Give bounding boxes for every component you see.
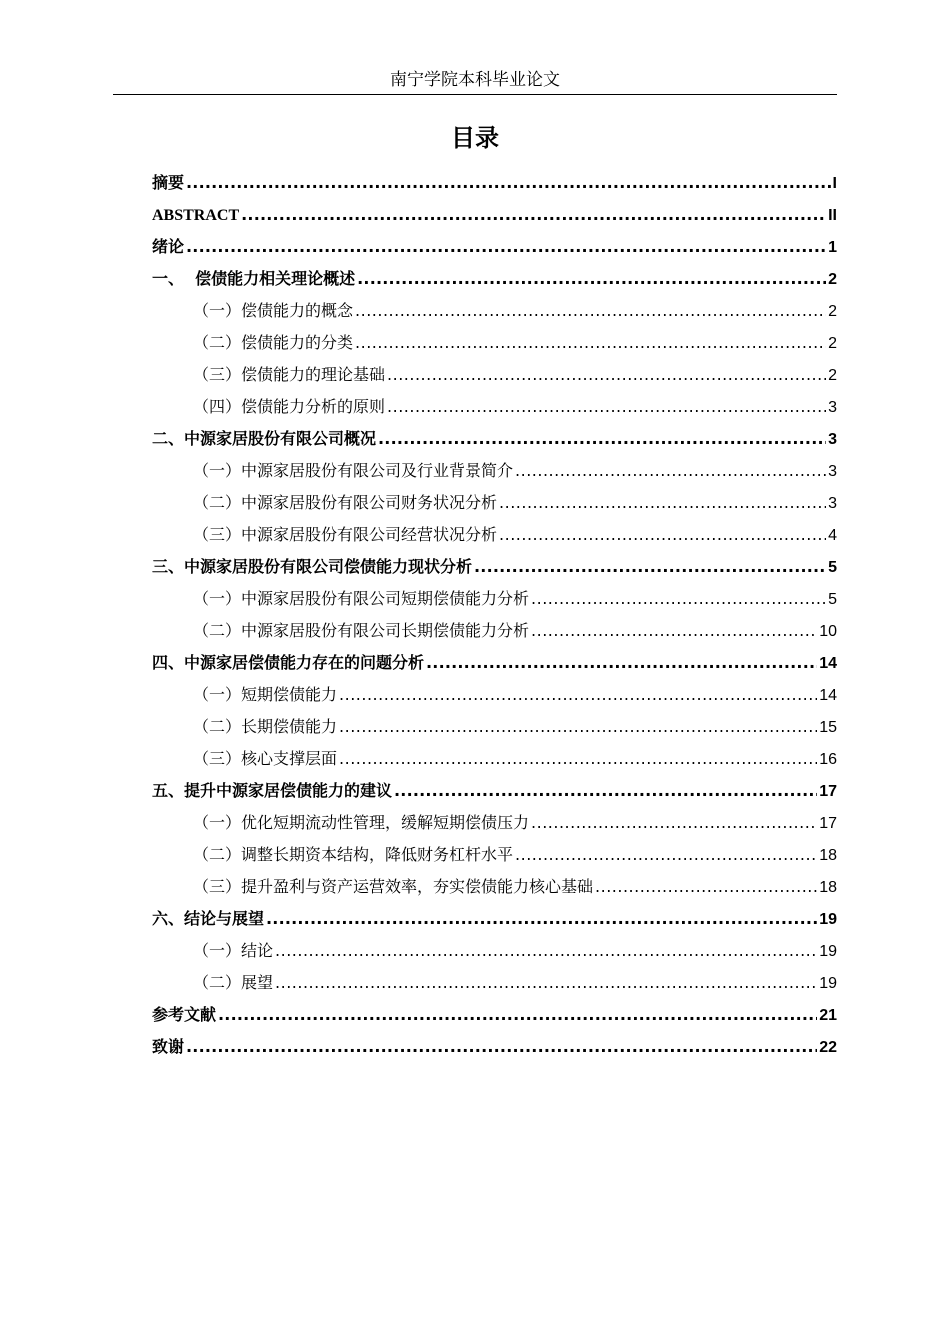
toc-entry-section-1-2[interactable] — [152, 327, 837, 359]
toc-entry-label: 三、中源家居股份有限公司偿债能力现状分析 — [152, 557, 473, 576]
toc-entry-label: （三）中源家居股份有限公司经营状况分析 — [193, 525, 498, 544]
toc-dot-leader — [275, 935, 817, 967]
toc-page-number: 1 — [828, 239, 837, 256]
toc-entry-label: （二）长期偿债能力 — [193, 717, 338, 736]
toc-page-number: 5 — [828, 591, 837, 608]
toc-dot-leader — [378, 423, 826, 455]
toc-page-number: 16 — [819, 751, 837, 768]
toc-entry-label: （四）偿债能力分析的原则 — [193, 397, 386, 416]
toc-dot-leader — [595, 871, 817, 903]
toc-entry-chapter-1[interactable] — [152, 263, 837, 295]
toc-entry-label: （三）核心支撑层面 — [193, 749, 338, 768]
toc-entry-section-6-2[interactable] — [152, 967, 837, 999]
toc-dot-leader — [355, 327, 826, 359]
toc-page-number: 17 — [819, 783, 837, 800]
page-title: 目录 — [451, 124, 499, 152]
toc-entry-label: 参考文献 — [152, 1005, 217, 1024]
toc-dot-leader — [499, 519, 826, 551]
toc-entry-label: （三）提升盈利与资产运营效率，夯实偿债能力核心基础 — [193, 877, 594, 896]
toc-page-number: 2 — [828, 303, 837, 320]
toc-dot-leader — [474, 551, 826, 583]
toc-dot-leader — [531, 807, 817, 839]
toc-entry-label: 二、中源家居股份有限公司概况 — [152, 429, 377, 448]
toc-dot-leader — [357, 263, 826, 295]
toc-dot-leader — [186, 1031, 817, 1063]
toc-page-number: 3 — [828, 495, 837, 512]
toc-entry-section-5-1[interactable] — [152, 807, 837, 839]
toc-page-number: 14 — [819, 687, 837, 704]
toc-entry-label: （二）中源家居股份有限公司财务状况分析 — [193, 493, 498, 512]
toc-dot-leader — [339, 711, 817, 743]
toc-entry-acknowledgements[interactable] — [152, 1031, 837, 1063]
toc-dot-leader — [241, 199, 826, 231]
toc-entry-chapter-6[interactable] — [152, 903, 837, 935]
toc-entry-label: 摘要 — [152, 173, 185, 192]
toc-page-number: 2 — [828, 335, 837, 352]
toc-dot-leader — [499, 487, 826, 519]
toc-entry-label: 绪论 — [152, 237, 185, 256]
toc-dot-leader — [531, 615, 817, 647]
toc-dot-leader — [186, 231, 826, 263]
toc-dot-leader — [387, 391, 826, 423]
toc-page-number: 21 — [819, 1007, 837, 1024]
toc-dot-leader — [515, 839, 817, 871]
toc-page-number: 17 — [819, 815, 837, 832]
toc-entry-label: 致谢 — [152, 1037, 185, 1056]
toc-entry-section-1-4[interactable] — [152, 391, 837, 423]
toc-entry-label: （一）短期偿债能力 — [193, 685, 338, 704]
toc-page-number: 2 — [828, 271, 837, 288]
toc-entry-label: （一）中源家居股份有限公司短期偿债能力分析 — [193, 589, 530, 608]
toc-dot-leader — [531, 583, 826, 615]
toc-entry-label: 六、结论与展望 — [152, 909, 265, 928]
toc-entry-section-1-1[interactable] — [152, 295, 837, 327]
toc-entry-abstract-cn[interactable] — [152, 167, 837, 199]
toc-entry-label: 五、提升中源家居偿债能力的建议 — [152, 781, 393, 800]
toc-entry-label: （二）中源家居股份有限公司长期偿债能力分析 — [193, 621, 530, 640]
toc-entry-section-3-2[interactable] — [152, 615, 837, 647]
toc-entry-section-4-3[interactable] — [152, 743, 837, 775]
toc-page-number: 10 — [819, 623, 837, 640]
toc-dot-leader — [355, 295, 826, 327]
toc-dot-leader — [394, 775, 817, 807]
toc-entry-label: （一）偿债能力的概念 — [193, 301, 354, 320]
toc-dot-leader — [266, 903, 817, 935]
toc-dot-leader — [339, 679, 817, 711]
toc-page-number: 5 — [828, 559, 837, 576]
toc-dot-leader — [387, 359, 826, 391]
toc-entry-chapter-2[interactable] — [152, 423, 837, 455]
toc-entry-chapter-5[interactable] — [152, 775, 837, 807]
toc-dot-leader — [339, 743, 817, 775]
page-header: 南宁学院本科毕业论文 — [113, 66, 837, 95]
table-of-contents — [152, 167, 837, 1063]
toc-page-number: 22 — [819, 1039, 837, 1056]
toc-page-number: I — [832, 175, 837, 192]
toc-entry-introduction[interactable] — [152, 231, 837, 263]
toc-entry-section-2-1[interactable] — [152, 455, 837, 487]
toc-entry-section-2-3[interactable] — [152, 519, 837, 551]
toc-page-number: 19 — [819, 975, 837, 992]
toc-entry-label: 一、 偿债能力相关理论概述 — [152, 269, 356, 288]
toc-entry-references[interactable] — [152, 999, 837, 1031]
toc-dot-leader — [186, 167, 831, 199]
toc-entry-label: （二）偿债能力的分类 — [193, 333, 354, 352]
toc-entry-label: 四、中源家居偿债能力存在的问题分析 — [152, 653, 425, 672]
toc-entry-label: （一）中源家居股份有限公司及行业背景简介 — [193, 461, 514, 480]
toc-page-number: 18 — [819, 847, 837, 864]
toc-entry-section-1-3[interactable] — [152, 359, 837, 391]
toc-dot-leader — [275, 967, 817, 999]
toc-entry-label: ABSTRACT — [152, 207, 240, 224]
toc-entry-chapter-3[interactable] — [152, 551, 837, 583]
toc-entry-chapter-4[interactable] — [152, 647, 837, 679]
toc-page-number: 15 — [819, 719, 837, 736]
toc-entry-section-2-2[interactable] — [152, 487, 837, 519]
toc-entry-section-6-1[interactable] — [152, 935, 837, 967]
toc-entry-label: （二）调整长期资本结构，降低财务杠杆水平 — [193, 845, 514, 864]
toc-page-number: II — [828, 207, 837, 224]
toc-page-number: 19 — [819, 911, 837, 928]
toc-dot-leader — [515, 455, 826, 487]
toc-entry-label: （二）展望 — [193, 973, 274, 992]
toc-dot-leader — [218, 999, 817, 1031]
toc-entry-section-4-1[interactable] — [152, 679, 837, 711]
toc-page-number: 3 — [828, 431, 837, 448]
toc-entry-section-3-1[interactable] — [152, 583, 837, 615]
toc-page-number: 3 — [828, 463, 837, 480]
toc-entry-label: （一）优化短期流动性管理，缓解短期偿债压力 — [193, 813, 530, 832]
toc-page-number: 4 — [828, 527, 837, 544]
toc-entry-section-4-2[interactable] — [152, 711, 837, 743]
toc-entry-label: （三）偿债能力的理论基础 — [193, 365, 386, 384]
toc-page-number: 2 — [828, 367, 837, 384]
toc-page-number: 3 — [828, 399, 837, 416]
toc-entry-section-5-2[interactable] — [152, 839, 837, 871]
toc-entry-section-5-3[interactable] — [152, 871, 837, 903]
toc-page-number: 18 — [819, 879, 837, 896]
toc-entry-label: （一）结论 — [193, 941, 274, 960]
toc-dot-leader — [426, 647, 817, 679]
toc-entry-abstract-en[interactable] — [152, 199, 837, 231]
toc-page-number: 14 — [819, 655, 837, 672]
toc-page-number: 19 — [819, 943, 837, 960]
